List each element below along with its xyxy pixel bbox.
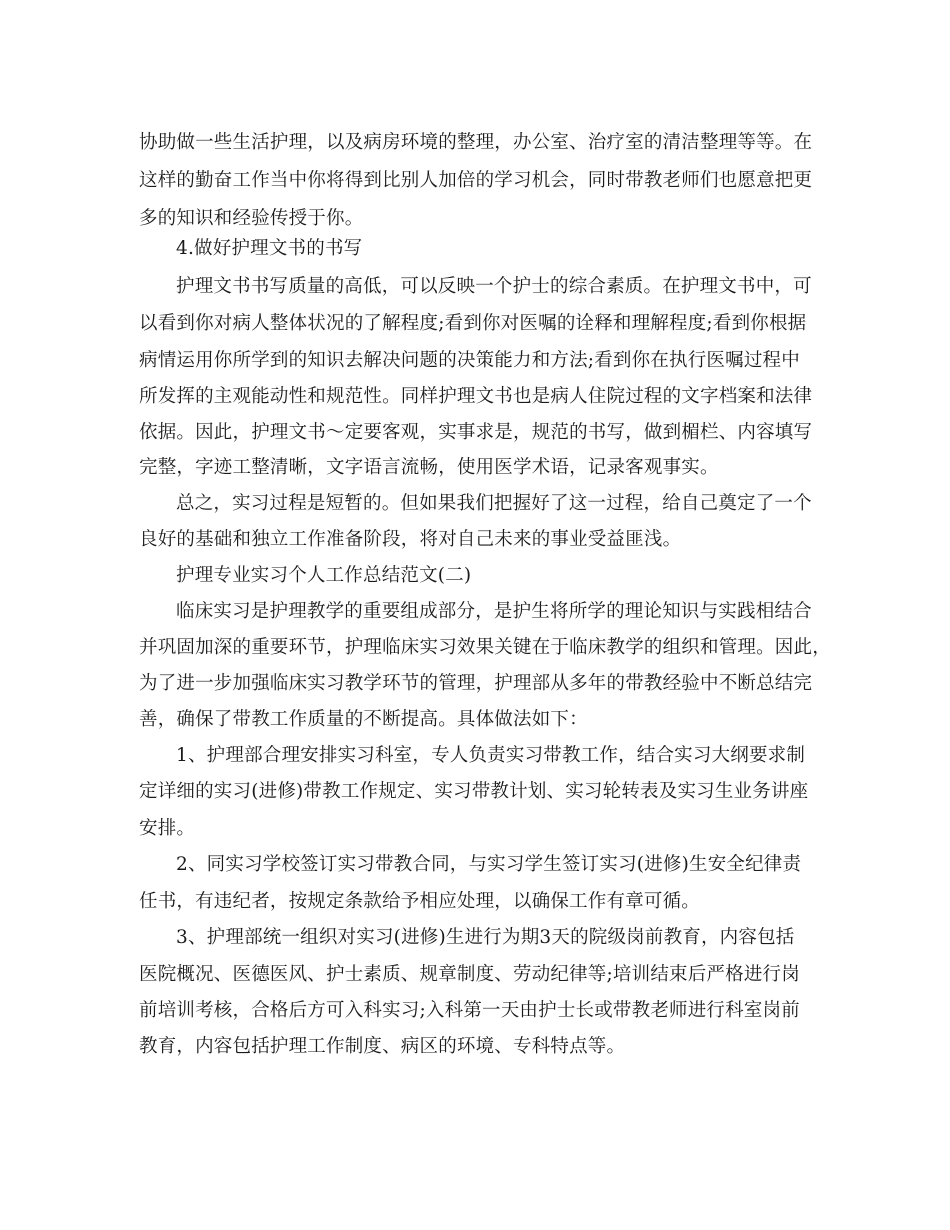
text-line: 医院概况、医德医风、护士素质、规章制度、劳动纪律等;培训结束后严格进行岗 <box>139 964 800 985</box>
text-line: 总之，实习过程是短暂的。但如果我们把握好了这一过程，给自己奠定了一个 <box>176 493 812 514</box>
text-line: 善，确保了带教工作质量的不断提高。具体做法如下： <box>139 709 588 730</box>
text-line: 3、护理部统一组织对实习(进修)生进行为期3天的院级岗前教育，内容包括 <box>176 927 795 948</box>
text-line: 协助做一些生活护理，以及病房环境的整理，办公室、治疗室的清洁整理等等。在 <box>139 132 813 153</box>
text-line: 为了进一步加强临床实习教学环节的管理，护理部从多年的带教经验中不断总结完 <box>139 673 813 694</box>
text-line: 并巩固加深的重要环节，护理临床实习效果关键在于临床教学的组织和管理。因此， <box>139 637 831 658</box>
text-line: 教育，内容包括护理工作制度、病区的环境、专科特点等。 <box>139 1036 626 1057</box>
text-line: 前培训考核，合格后方可入科实习;入科第一天由护士长或带教老师进行科室岗前 <box>139 1000 800 1021</box>
text-line: 2、同实习学校签订实习带教合同，与实习学生签订实习(进修)生安全纪律责 <box>176 854 802 875</box>
text-line: 完整，字迹工整清晰，文字语言流畅，使用医学术语，记录客观事实。 <box>139 457 719 478</box>
text-line: 定详细的实习(进修)带教工作规定、实习带教计划、实习轮转表及实习生业务讲座 <box>139 781 809 802</box>
text-line: 护理文书书写质量的高低，可以反映一个护士的综合素质。在护理文书中，可 <box>176 276 812 297</box>
text-line: 多的知识和经验传授于你。 <box>139 208 364 229</box>
text-line: 安排。 <box>139 818 196 839</box>
text-line: 以看到你对病人整体状况的了解程度;看到你对医嘱的诠释和理解程度;看到你根据 <box>139 313 807 334</box>
text-line: 依据。因此，护理文书～定要客观，实事求是，规范的书写，做到楣栏、内容填写 <box>139 422 813 443</box>
text-line: 良好的基础和独立工作准备阶段，将对自己未来的事业受益匪浅。 <box>139 529 682 550</box>
text-line: 临床实习是护理教学的重要组成部分，是护生将所学的理论知识与实践相结合 <box>176 601 812 622</box>
text-line: 病情运用你所学到的知识去解决问题的决策能力和方法;看到你在执行医嘱过程中 <box>139 350 800 371</box>
text-line: 这样的勤奋工作当中你将得到比别人加倍的学习机会，同时带教老师们也愿意把更 <box>139 170 813 191</box>
text-line: 1、护理部合理安排实习科室，专人负责实习带教工作，结合实习大纲要求制 <box>176 745 806 766</box>
text-line: 任书，有违纪者，按规定条款给予相应处理，以确保工作有章可循。 <box>139 891 701 912</box>
document-subtitle: 护理专业实习个人工作总结范文(二) <box>176 565 472 586</box>
text-line: 所发挥的主观能动性和规范性。同样护理文书也是病人住院过程的文字档案和法律 <box>139 386 813 407</box>
section-heading: 4.做好护理文书的书写 <box>176 238 363 259</box>
